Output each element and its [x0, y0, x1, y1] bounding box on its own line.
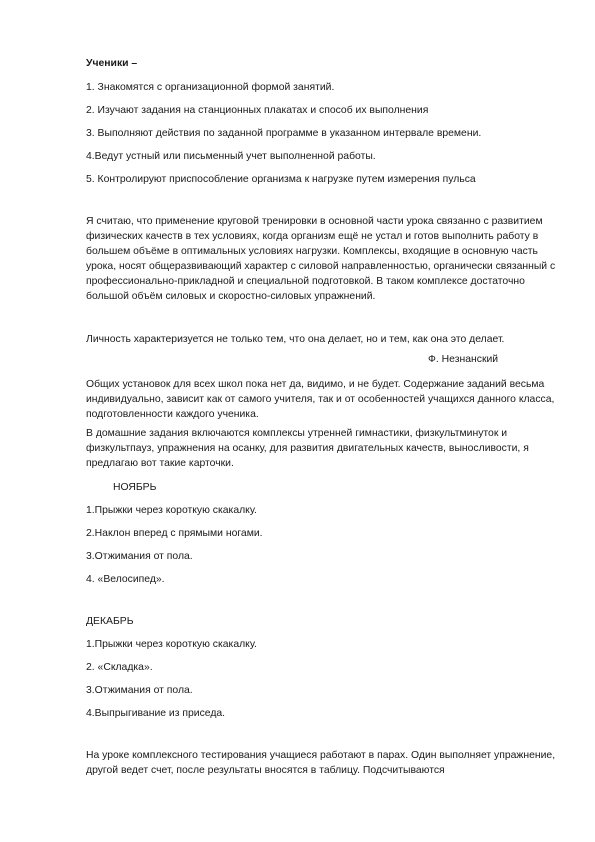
- november-title: НОЯБРЬ: [113, 482, 157, 493]
- december-item-4: 4.Выпрыгивание из приседа.: [86, 708, 226, 719]
- students-item-3: 3. Выполняют действия по заданной программе в указанном интервале времени.: [86, 128, 482, 139]
- november-item-3: 3.Отжимания от пола.: [86, 551, 193, 562]
- students-item-1: 1. Знакомятся с организационной формой занятий.: [86, 82, 335, 93]
- students-item-4: 4.Ведут устный или письменный учет выполненной работы.: [86, 151, 376, 162]
- students-item-2: 2. Изучают задания на станционных плакатах и способ их выполнения: [86, 105, 429, 116]
- paragraph-testing: На уроке комплексного тестирования учащиеся работают в парах. Один выполняет упражнение, другой ведет счет, после результаты вносятся в таблицу. Подсчитываются: [86, 750, 556, 776]
- students-heading: Ученики –: [86, 58, 138, 69]
- december-title: ДЕКАБРЬ: [86, 616, 134, 627]
- november-item-2: 2.Наклон вперед с прямыми ногами.: [86, 528, 263, 539]
- december-item-1: 1.Прыжки через короткую скакалку.: [86, 639, 257, 650]
- december-item-2: 2. «Складка».: [86, 662, 153, 673]
- december-item-3: 3.Отжимания от пола.: [86, 685, 193, 696]
- quote-text: Личность характеризуется не только тем, что она делает, но и тем, как она это делает.: [86, 334, 505, 345]
- paragraph-homework: В домашние задания включаются комплексы утренней гимнастики, физкультминуток и физкультпауз, упражнения на осанку, для развития двигательных качеств, выносливости, я предлагаю вот такие карточки.: [86, 428, 529, 469]
- paragraph-no-common-settings: Общих установок для всех школ пока нет да, видимо, и не будет. Содержание заданий весьма индивидуально, зависит как от самого учителя, так и от особенностей учащихся данного класса, подготовленности каждого ученика.: [86, 379, 555, 420]
- students-item-5: 5. Контролируют приспособление организма к нагрузке путем измерения пульса: [86, 174, 476, 185]
- paragraph-circuit-training: Я считаю, что применение круговой тренировки в основной части урока связанно с развитием физических качеств в тех условиях, когда организм ещё не устал и готов выполнить работу в большем объёме в оптимальных условиях нагрузки. Комплексы, входящие в основную часть урока, носят общеразвивающий характер с силовой направленностью, органически связанный с профессионально-прикладной и специальной подготовкой. В таком комплексе достаточно большой объём силовых и скоростно-силовых упражнений.: [86, 216, 556, 302]
- november-item-1: 1.Прыжки через короткую скакалку.: [86, 505, 257, 516]
- quote-author: Ф. Незнанский: [428, 354, 499, 365]
- november-item-4: 4. «Велосипед».: [86, 574, 165, 585]
